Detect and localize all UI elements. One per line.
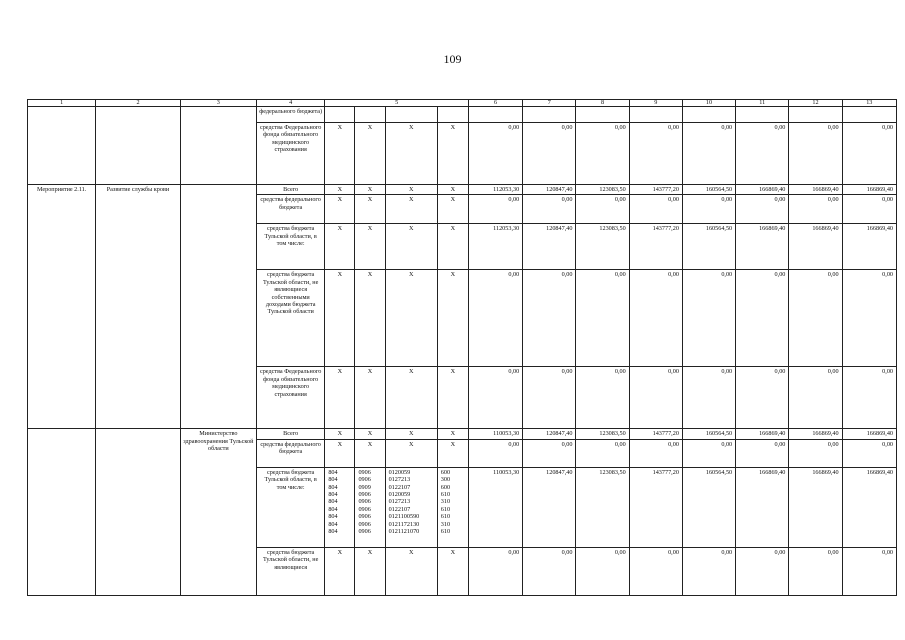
amount-cell: 166869,40 — [789, 185, 842, 195]
header-cell: 6 — [468, 100, 522, 107]
header-cell: 7 — [523, 100, 576, 107]
x-mark: X — [437, 123, 468, 185]
x-mark: X — [325, 429, 355, 439]
ministry-name: Министерство здравоохранения Тульской области — [180, 429, 256, 595]
code-value: 0127213 — [388, 498, 411, 506]
header-cell: 8 — [576, 100, 629, 107]
amount-cell: 166869,40 — [842, 224, 896, 270]
x-mark: X — [437, 367, 468, 429]
code-value: 610 — [440, 505, 451, 513]
amount-cell: 123083,50 — [576, 224, 629, 270]
x-mark: X — [325, 185, 355, 195]
amount-cell: 166869,40 — [789, 429, 842, 439]
x-mark: X — [355, 270, 385, 367]
amount-cell: 143777,20 — [629, 224, 682, 270]
amount-cell: 0,00 — [468, 123, 522, 185]
code-value: 600 — [440, 468, 451, 476]
amount-cell: 166869,40 — [736, 467, 789, 547]
source-label: средства бюджета Тульской области, в том числе: — [257, 224, 325, 270]
code-value: 0120059 — [388, 468, 411, 476]
x-mark: X — [385, 224, 437, 270]
amount-cell: 0,00 — [468, 439, 522, 467]
amount-cell: 112053,30 — [468, 224, 522, 270]
source-label: Всего — [257, 185, 325, 195]
amount-cell: 0,00 — [736, 195, 789, 224]
code-value: 804 — [328, 468, 338, 476]
header-cell: 13 — [842, 100, 896, 107]
code-value: 804 — [328, 498, 338, 506]
amount-cell: 0,00 — [789, 195, 842, 224]
x-mark: X — [437, 270, 468, 367]
code-value: 0122107 — [388, 483, 411, 491]
amount-cell: 0,00 — [523, 439, 576, 467]
amount-cell: 160564,50 — [682, 185, 735, 195]
x-mark: X — [325, 367, 355, 429]
code-value: 0120059 — [388, 491, 411, 499]
code-value: 804 — [328, 483, 338, 491]
amount-cell: 0,00 — [682, 123, 735, 185]
code-value: 0127213 — [388, 476, 411, 484]
amount-cell: 0,00 — [736, 270, 789, 367]
amount-cell: 0,00 — [736, 367, 789, 429]
amount-cell: 0,00 — [523, 123, 576, 185]
amount-cell: 0,00 — [842, 367, 896, 429]
code-value: 0906 — [358, 498, 371, 506]
x-mark: X — [385, 429, 437, 439]
header-cell: 2 — [96, 100, 180, 107]
code-value: 0121121070 — [388, 528, 420, 536]
x-mark: X — [325, 123, 355, 185]
header-cell: 4 — [257, 100, 325, 107]
x-mark: X — [437, 224, 468, 270]
amount-cell: 0,00 — [736, 547, 789, 595]
amount-cell: 0,00 — [682, 439, 735, 467]
amount-cell: 166869,40 — [736, 224, 789, 270]
code-value: 310 — [440, 520, 451, 528]
page-number: 109 — [443, 52, 462, 66]
code-value: 0122107 — [388, 505, 411, 513]
amount-cell: 0,00 — [736, 439, 789, 467]
source-label: федерального бюджета) — [257, 107, 325, 123]
code-value: 0121100590 — [388, 513, 420, 521]
x-mark: X — [437, 429, 468, 439]
amount-cell: 0,00 — [468, 367, 522, 429]
code-value: 804 — [328, 476, 338, 484]
amount-cell: 123083,50 — [576, 467, 629, 547]
code-value: 0906 — [358, 491, 371, 499]
budget-table — [27, 99, 897, 596]
amount-cell: 0,00 — [789, 439, 842, 467]
amount-cell: 0,00 — [468, 195, 522, 224]
x-mark: X — [355, 123, 385, 185]
table-row — [28, 429, 897, 439]
code-value: 804 — [328, 505, 338, 513]
code-value: 804 — [328, 520, 338, 528]
header-cell: 9 — [629, 100, 682, 107]
code-value: 600 — [440, 483, 451, 491]
code-value: 0909 — [358, 483, 371, 491]
x-mark: X — [355, 185, 385, 195]
amount-cell: 0,00 — [842, 547, 896, 595]
amount-cell: 0,00 — [468, 547, 522, 595]
amount-cell: 0,00 — [789, 123, 842, 185]
amount-cell: 0,00 — [629, 439, 682, 467]
code-value: 310 — [440, 498, 451, 506]
vr-codes — [437, 467, 468, 547]
header-cell: 10 — [682, 100, 735, 107]
x-mark: X — [385, 439, 437, 467]
event-name: Развитие службы крови — [96, 185, 180, 429]
amount-cell: 0,00 — [523, 367, 576, 429]
header-cell: 5 — [325, 100, 469, 107]
source-label: средства бюджета Тульской области, не являющиеся собственными доходами бюджета Тульской области — [257, 270, 325, 367]
amount-cell: 0,00 — [576, 439, 629, 467]
amount-cell: 0,00 — [789, 270, 842, 367]
code-value: 0906 — [358, 476, 371, 484]
code-value: 0906 — [358, 468, 371, 476]
amount-cell: 0,00 — [523, 195, 576, 224]
amount-cell: 143777,20 — [629, 467, 682, 547]
code-value: 300 — [440, 476, 451, 484]
amount-cell: 0,00 — [682, 195, 735, 224]
code-value: 0121172130 — [388, 520, 420, 528]
amount-cell: 160564,50 — [682, 429, 735, 439]
amount-cell: 0,00 — [468, 270, 522, 367]
code-value: 610 — [440, 491, 451, 499]
amount-cell: 166869,40 — [842, 429, 896, 439]
x-mark: X — [325, 270, 355, 367]
amount-cell: 160564,50 — [682, 467, 735, 547]
amount-cell: 120847,40 — [523, 185, 576, 195]
grbs-codes — [325, 467, 355, 547]
header-cell: 1 — [28, 100, 96, 107]
x-mark: X — [385, 270, 437, 367]
x-mark: X — [355, 367, 385, 429]
amount-cell: 120847,40 — [523, 429, 576, 439]
amount-cell: 0,00 — [629, 195, 682, 224]
amount-cell: 120847,40 — [523, 467, 576, 547]
amount-cell: 0,00 — [682, 547, 735, 595]
amount-cell: 166869,40 — [736, 429, 789, 439]
amount-cell: 110053,30 — [468, 429, 522, 439]
rzpr-codes — [355, 467, 385, 547]
code-value: 610 — [440, 513, 451, 521]
amount-cell: 0,00 — [576, 367, 629, 429]
amount-cell: 120847,40 — [523, 224, 576, 270]
x-mark: X — [355, 439, 385, 467]
x-mark: X — [385, 547, 437, 595]
amount-cell: 160564,50 — [682, 224, 735, 270]
source-label: средства федерального бюджета — [257, 439, 325, 467]
amount-cell: 143777,20 — [629, 429, 682, 439]
code-value: 804 — [328, 513, 338, 521]
amount-cell: 0,00 — [629, 367, 682, 429]
amount-cell: 0,00 — [842, 195, 896, 224]
code-value: 804 — [328, 528, 338, 536]
amount-cell: 166869,40 — [789, 467, 842, 547]
code-value: 0906 — [358, 513, 371, 521]
x-mark: X — [355, 195, 385, 224]
amount-cell: 143777,20 — [629, 185, 682, 195]
amount-cell: 0,00 — [629, 270, 682, 367]
x-mark: X — [325, 439, 355, 467]
header-cell: 3 — [180, 100, 256, 107]
amount-cell: 0,00 — [842, 123, 896, 185]
x-mark: X — [385, 195, 437, 224]
code-value: 0906 — [358, 528, 371, 536]
x-mark: X — [437, 195, 468, 224]
x-mark: X — [325, 224, 355, 270]
x-mark: X — [385, 185, 437, 195]
x-mark: X — [385, 367, 437, 429]
amount-cell: 0,00 — [629, 123, 682, 185]
source-label: Всего — [257, 429, 325, 439]
amount-cell: 166869,40 — [736, 185, 789, 195]
code-value: 0906 — [358, 505, 371, 513]
amount-cell: 0,00 — [576, 270, 629, 367]
source-label: средства бюджета Тульской области, не являющиеся — [257, 547, 325, 595]
header-cell: 11 — [736, 100, 789, 107]
amount-cell: 0,00 — [682, 367, 735, 429]
amount-cell: 0,00 — [576, 123, 629, 185]
x-mark: X — [355, 547, 385, 595]
x-mark: X — [437, 185, 468, 195]
x-mark: X — [355, 429, 385, 439]
amount-cell: 0,00 — [576, 547, 629, 595]
x-mark: X — [385, 123, 437, 185]
x-mark: X — [325, 547, 355, 595]
amount-cell: 123083,50 — [576, 185, 629, 195]
amount-cell: 0,00 — [789, 547, 842, 595]
amount-cell: 0,00 — [789, 367, 842, 429]
csr-codes — [385, 467, 437, 547]
amount-cell: 0,00 — [523, 547, 576, 595]
table-row — [28, 107, 897, 123]
table-row — [28, 185, 897, 195]
source-label: средства Федерального фонда обязательного медицинского страхования — [257, 123, 325, 185]
code-value: 610 — [440, 528, 451, 536]
amount-cell: 0,00 — [629, 547, 682, 595]
header-row — [28, 100, 897, 107]
source-label: средства федерального бюджета — [257, 195, 325, 224]
code-value: 0906 — [358, 520, 371, 528]
amount-cell: 0,00 — [842, 439, 896, 467]
amount-cell: 0,00 — [523, 270, 576, 367]
amount-cell: 123083,50 — [576, 429, 629, 439]
amount-cell: 112053,30 — [468, 185, 522, 195]
amount-cell: 0,00 — [576, 195, 629, 224]
amount-cell: 0,00 — [682, 270, 735, 367]
header-cell: 12 — [789, 100, 842, 107]
amount-cell: 166869,40 — [789, 224, 842, 270]
x-mark: X — [325, 195, 355, 224]
amount-cell: 0,00 — [842, 270, 896, 367]
x-mark: X — [437, 439, 468, 467]
amount-cell: 110053,30 — [468, 467, 522, 547]
amount-cell: 166869,40 — [842, 185, 896, 195]
source-label: средства бюджета Тульской области, в том числе: — [257, 467, 325, 547]
event-code: Мероприятие 2.11. — [28, 185, 96, 429]
amount-cell: 0,00 — [736, 123, 789, 185]
amount-cell: 166869,40 — [842, 467, 896, 547]
code-value: 804 — [328, 491, 338, 499]
x-mark: X — [437, 547, 468, 595]
x-mark: X — [355, 224, 385, 270]
source-label: средства Федерального фонда обязательного медицинского страхования — [257, 367, 325, 429]
